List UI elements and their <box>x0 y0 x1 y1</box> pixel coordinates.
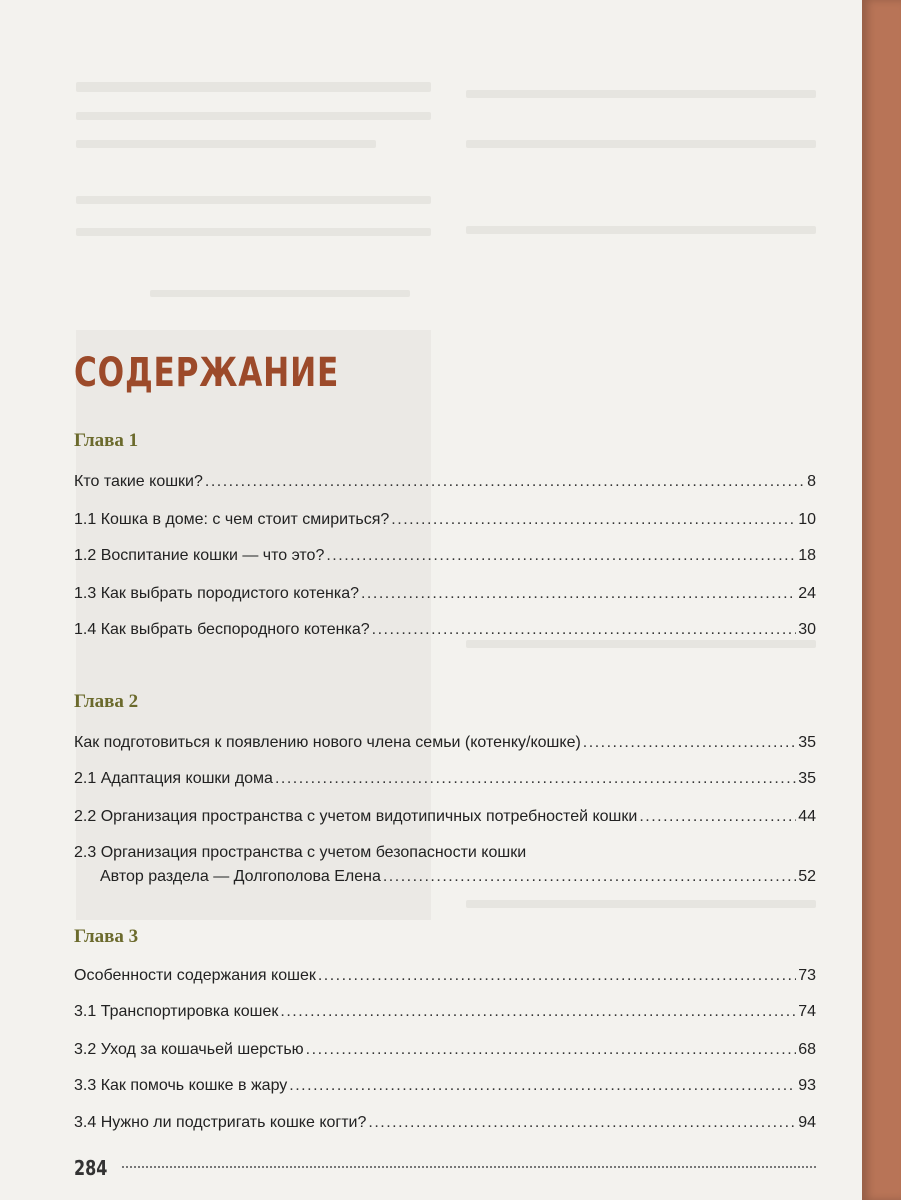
leader-dots <box>280 1002 796 1022</box>
toc-entry-page: 94 <box>798 1114 816 1131</box>
leader-dots <box>639 807 796 827</box>
bleed-through-text <box>466 900 816 908</box>
toc-entry-title: 3.4 Нужно ли подстригать кошке когти? <box>74 1114 367 1131</box>
toc-entry-page: 44 <box>798 808 816 825</box>
toc-entry-page: 35 <box>798 770 816 787</box>
bleed-through-text <box>466 140 816 148</box>
toc-entry-title: 3.2 Уход за кошачьей шерстью <box>74 1041 304 1058</box>
bleed-through-text <box>466 90 816 98</box>
leader-dots <box>368 1113 796 1133</box>
leader-dots <box>391 510 796 530</box>
toc-entry-page: 8 <box>807 473 816 490</box>
toc-entry-page: 74 <box>798 1003 816 1020</box>
toc-entry-title: 3.1 Транспортировка кошек <box>74 1003 279 1020</box>
page-number: 284 <box>74 1156 108 1180</box>
leader-dots <box>372 620 797 640</box>
toc-entry-page: 35 <box>798 734 816 751</box>
bleed-through-text <box>76 228 431 236</box>
toc-entry-title: 1.4 Как выбрать беспородного котенка? <box>74 621 370 638</box>
leader-dots <box>318 966 796 986</box>
toc-entry-title: 2.1 Адаптация кошки дома <box>74 770 273 787</box>
toc-entry-page: 73 <box>798 967 816 984</box>
leader-dots <box>275 769 796 789</box>
toc-entry-page: 10 <box>798 511 816 528</box>
toc-entry[interactable] <box>74 1040 816 1060</box>
bleed-through-text <box>76 82 431 92</box>
bleed-through-text <box>466 226 816 234</box>
leader-dots <box>583 733 796 753</box>
chapter-heading: Глава 3 <box>74 926 139 947</box>
toc-entry[interactable] <box>74 620 816 640</box>
leader-dots <box>289 1076 796 1096</box>
leader-dots <box>205 472 805 492</box>
toc-entry-author: Автор раздела — Долгополова Елена <box>100 868 381 885</box>
bleed-through-text <box>76 140 376 148</box>
bleed-through-text <box>76 196 431 204</box>
toc-entry[interactable] <box>74 966 816 986</box>
toc-entry[interactable] <box>74 843 816 863</box>
chapter-heading: Глава 2 <box>74 691 139 712</box>
bleed-through-text <box>150 290 410 297</box>
toc-entry-title: 2.3 Организация пространства с учетом безопасности кошки <box>74 844 527 861</box>
toc-entry[interactable] <box>74 472 816 492</box>
toc-entry[interactable] <box>74 1002 816 1022</box>
page-title: СОДЕРЖАНИЕ <box>74 350 340 396</box>
leader-dots <box>306 1040 797 1060</box>
toc-entry-page: 30 <box>798 621 816 638</box>
leader-dots <box>326 546 796 566</box>
toc-entry-title: Как подготовиться к появлению нового члена семьи (котенку/кошке) <box>74 734 581 751</box>
toc-entry-page: 52 <box>798 868 816 885</box>
toc-entry[interactable] <box>74 1113 816 1133</box>
toc-entry-title: 3.3 Как помочь кошке в жару <box>74 1077 288 1094</box>
toc-entry-title: 2.2 Организация пространства с учетом видотипичных потребностей кошки <box>74 808 638 825</box>
toc-entry-page: 24 <box>798 585 816 602</box>
toc-entry[interactable] <box>74 807 816 827</box>
toc-entry-title: 1.2 Воспитание кошки — что это? <box>74 547 325 564</box>
toc-entry-title: 1.1 Кошка в доме: с чем стоит смириться? <box>74 511 390 528</box>
toc-entry[interactable] <box>74 584 816 604</box>
footer-rule <box>122 1166 816 1168</box>
toc-entry-title: 1.3 Как выбрать породистого котенка? <box>74 585 359 602</box>
toc-entry[interactable] <box>74 510 816 530</box>
toc-entry-title: Особенности содержания кошек <box>74 967 316 984</box>
book-edge <box>862 0 901 1200</box>
toc-entry[interactable] <box>74 769 816 789</box>
bleed-through-text <box>466 640 816 648</box>
toc-entry-page: 68 <box>798 1041 816 1058</box>
toc-entry-title: Кто такие кошки? <box>74 473 203 490</box>
toc-entry[interactable] <box>74 1076 816 1096</box>
leader-dots <box>361 584 796 604</box>
bleed-through-text <box>76 112 431 120</box>
toc-entry-page: 18 <box>798 547 816 564</box>
toc-entry-page: 93 <box>798 1077 816 1094</box>
toc-entry-continuation[interactable] <box>100 867 816 887</box>
chapter-heading: Глава 1 <box>74 430 139 451</box>
toc-entry[interactable] <box>74 733 816 753</box>
leader-dots <box>383 867 796 887</box>
toc-entry[interactable] <box>74 546 816 566</box>
